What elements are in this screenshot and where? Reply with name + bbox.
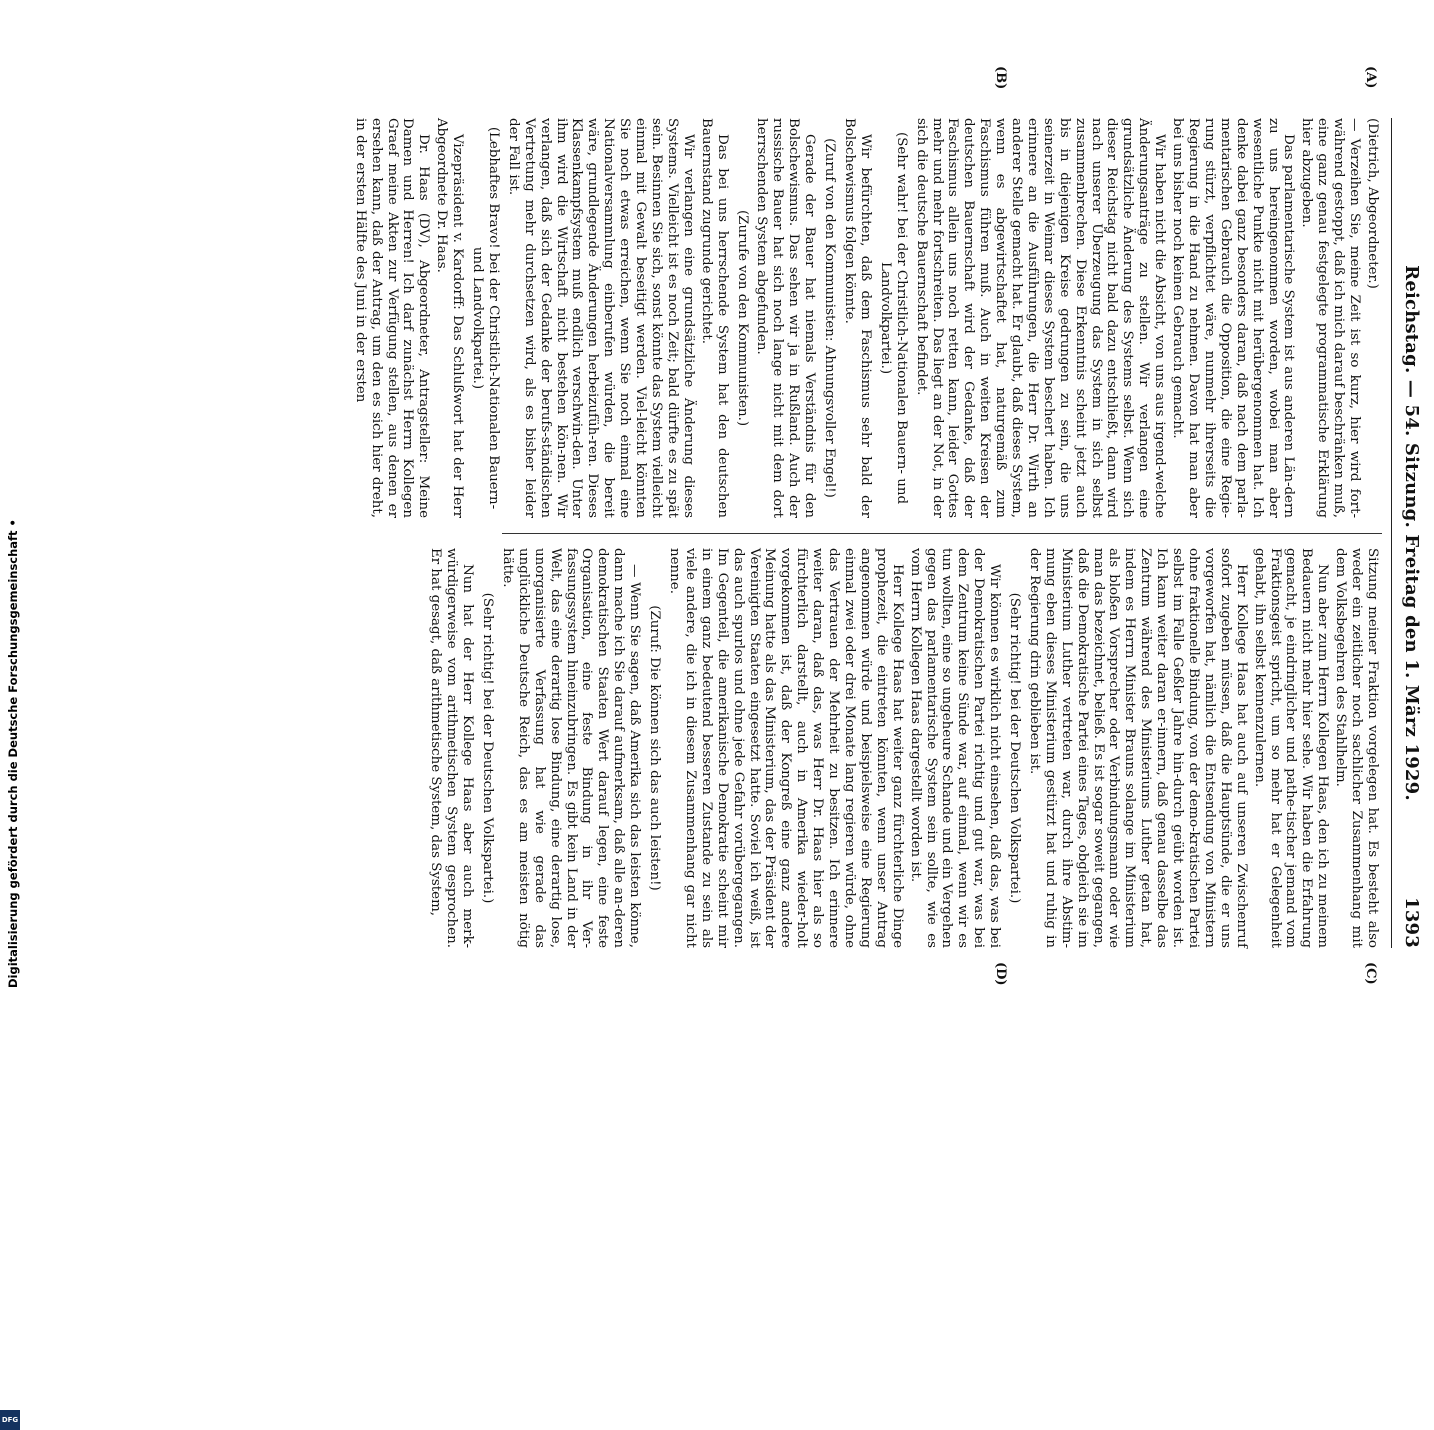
left-column-paragraph: Wir haben nicht die Absicht, von uns aus irgend-welche Änderungsanträge zu stellen. Wir verlangen eine grundsätzliche Änderung des Systems selbst. Wenn sich dieser Reichstag nicht bald dazu entschließt, dann wird nach unserer Überzeugung das System in sich selbst zusammenbrechen. Diese Erkenntnis scheint jetzt auch bis in diejenigen Kreise gedrungen zu sein, die uns seinerzeit in Weimar dieses System beschert haben. Ich erinnere an die Ausführungen, die Herr Dr. Wirth an anderer Stelle gemacht hat. Er glaubt, daß dieses System, wenn es abgewirtschaftet hat, naturgemäß zum Faschismus führen muß. Auch in weiten Kreisen der deutschen Bauernschaft wird der Gedanke, daß der Faschismus allein uns noch retten kann, leider Gottes mehr und mehr fortschreiten. Das liegt an der Not, in der sich die deutsche Bauernschaft befindet. xyxy=(913,118,1168,518)
page-number: 1393 xyxy=(1401,897,1422,948)
right-column-paragraph: Herr Kollege Haas hat auch auf unseren Zwischenruf sofort zugeben müssen, daß die Hauptsünde, die er uns vorgeworfen hat, nämlich die Entsendung von Ministern ohne fraktionelle Bindung, von der demo-kratischen Partei selbst im Falle Geßler Jahre hin-durch geübt worden ist. Ich kann weiter daran er-innern, daß genau dasselbe das Zentrum während des Ministeriums Luther getan hat, indem es Herrn Minister Brauns solange im Ministerium als bloßen Vorsprecher oder Verbindungsmann oder wie man das bezeichnet, beließ. Es ist sogar soweit gegangen, daß die Demokratische Partei eines Tages, obgleich sie im Ministerium Luther vertreten war, durch ihre Abstim-mung eben dieses Ministerium gestürzt hat und ruhig in der Regierung drin geblieben ist. xyxy=(1026,548,1249,948)
footer-note xyxy=(6,8,20,988)
margin-marker-d: (D) xyxy=(993,962,1008,986)
left-column-paragraph: Das bei uns herrschende System hat den deutschen Bauernstand zugrunde gerichtet. xyxy=(698,118,730,518)
margin-marker-a: (A) xyxy=(1363,66,1378,89)
right-column-paragraph: (Sehr richtig! bei der Deutschen Volkspartei.) xyxy=(1007,592,1023,904)
left-column-paragraph: (Zurufe von den Kommunisten.) xyxy=(734,209,750,427)
right-column-paragraph: Herr Kollege Haas hat weiter ganz fürchterliche Dinge prophezeit, die eintreten könnten, wenn unser Antrag angenommen würde und beispielsweise eine Regierung einmal zwei oder drei Monate lang regieren würde, ohne das Vertrauen der Mehrheit zu besitzen. Ich erinnere weiter daran, daß das, was Herr Dr. Haas hier als so fürchterlich darstellt, auch in Amerika wieder-holt vorgekommen ist, daß der Kongreß eine ganz andere Meinung hatte als das Ministerium, das der Präsident der Vereinigten Staaten eingesetzt hatte. Soviel ich weiß, ist das auch spurlos und ohne jede Gefahr vorübergegangen. Im Gegenteil, die amerikanische Demokratie scheint mir in einem ganz bedeutend besseren Zustande zu sein als viele andere, die ich in diesem Zusammenhang gar nicht nenne. xyxy=(667,548,905,948)
right-column xyxy=(425,548,1380,948)
dfg-logo: DFG xyxy=(0,1410,20,1430)
margin-marker-b: (B) xyxy=(993,66,1008,90)
right-column-paragraph: — Wenn Sie sagen, daß Amerika sich das leisten könne, dann mache ich Sie darauf aufmerksam, daß alle an-deren demokratischen Staaten Wert darauf legen, eine feste Organisation, eine feste Bindung in ihr Ver-fassungssystem hineinzubringen. Es gibt kein Land in der Welt, das eine derartig lose Bindung, eine derartig lose, unorganisierte Verfassung hat wie gerade das unglückliche Deutsche Reich, das es am meisten nötig hätte. xyxy=(499,548,643,948)
header-title: Reichstag. — 54. Sitzung. Freitag den 1. März 1929. xyxy=(1401,265,1422,801)
left-column-paragraph: — Verzeihen Sie, meine Zeit ist so kurz, hier wird fort-während gestoppt, daß ich mich darauf beschränken muß, eine ganz genau festgelegte programmatische Erklärung hier abzugeben. xyxy=(1299,118,1363,518)
right-column-paragraph: Sitzung meiner Fraktion vorgelegen hat. Es besteht also weder ein zeitlicher noch sachlicher Zusammenhang mit dem Volksbegehren des Stahlhelm. xyxy=(1333,548,1380,948)
left-column xyxy=(350,118,1380,518)
left-column-paragraph: (Zuruf von den Kommunisten: Ahnungsvoller Engel!) xyxy=(822,138,838,498)
right-column-paragraph: Nun aber zum Herrn Kollegen Haas, den ich zu meinem Bedauern nicht mehr hier sehe. Wir haben die Erfahrung gemacht, je eindringlicher und pathe-tischer jemand vom Fraktionsgeist spricht, um so mehr hat er Gelegenheit gehabt, ihn selbst kennenzulernen. xyxy=(1251,548,1331,948)
left-column-paragraph: Das parlamentarische System ist aus anderen Län-dern zu uns hereingenommen worden, wobei man aber wesentliche Punkte nicht mit herübergenommen hat. Ich denke dabei ganz besonders daran, daß nach dem parla-mentarischen Gebrauch die Opposition, die eine Regie-rung stürzt, verpflichtet wäre, nunmehr ihrerseits die Regierung in die Hand zu nehmen. Davon hat man aber bei uns bisher noch keinen Gebrauch gemacht. xyxy=(1170,118,1297,518)
header-rule xyxy=(1391,118,1392,948)
left-column-paragraph: Dr. Haas (DV), Abgeordneter, Antragsteller: Meine Damen und Herren! Ich darf zunächst Herrn Kollegen Graef meine Akten zur Verfügung stellen, aus denen er ersehen kann, daß der Antrag, um den es sich hier dreht, in der ersten Hälfte des Juni in der ersten xyxy=(352,118,432,518)
left-column-paragraph: Wir verlangen eine grundsätzliche Änderung dieses Systems. Vielleicht ist es noch Zeit; bald dürfte es zu spät sein. Besinnen Sie sich, sonst könnte das System vielleicht einmal mit Gewalt beseitigt werden. Viel-leicht könnten Sie noch etwas erreichen, wenn Sie noch einmal eine Nationalversammlung einberufen würden, die bereit wäre, grundlegende Änderungen herbeizufüh-ren. Dieses Klassenkampfsystem muß endlich verschwin-den. Unter ihm wird die Wirtschaft nicht bestehen kön-nen. Wir verlangen, daß sich der Gedanke der berufs-ständischen Vertretung mehr durchsetzen wird, als es bisher leider der Fall ist. xyxy=(505,118,696,518)
page-header xyxy=(1396,118,1422,948)
right-column-paragraph: Wir können es wirklich nicht einsehen, daß das, was bei der Demokratischen Partei richtig und gut war, was bei dem Zentrum keine Sünde war, auf einmal, wenn wir es tun wollten, eine so ungeheure Schande und ein Vergehen gegen das parlamentarische System sein sollte, wie es vom Herrn Kollegen Haas dargestellt worden ist. xyxy=(907,548,1003,948)
left-column-paragraph: (Dietrich, Abgeordneter.) xyxy=(1365,118,1380,289)
left-column-paragraph: Vizepräsident v. Kardorff: Das Schlußwort hat der Herr Abgeordnete Dr. Haas. xyxy=(434,118,466,518)
left-column-paragraph: (Sehr wahr! bei der Christlich-Nationalen Bauern- und Landvolkpartei.) xyxy=(877,131,909,505)
left-column-paragraph: (Lebhaftes Bravo! bei der Christlich-Nationalen Bauern- und Landvolkpartei.) xyxy=(470,126,501,510)
right-column-paragraph: Nun hat der Herr Kollege Haas aber auch merk-würdigerweise vom arithmetischen System gesprochen. Er hat gesagt, daß arithmetische System, das System, xyxy=(428,548,476,948)
column-divider xyxy=(502,533,1382,534)
left-column-paragraph: Gerade der Bauer hat niemals Verständnis für den Bolschewismus. Das sehen wir ja in Rußland. Auch der russische Bauer hat sich noch lange nicht mit dem dort herrschenden System abgefunden. xyxy=(754,118,818,518)
right-column-paragraph: (Sehr richtig! bei der Deutschen Volkspartei.) xyxy=(480,592,496,904)
footer-text: Digitalisierung gefördert durch die Deutsche Forschungsgemeinschaft • xyxy=(6,519,20,988)
margin-marker-c: (C) xyxy=(1363,962,1378,985)
left-column-paragraph: Wir befürchten, daß dem Faschismus sehr bald der Bolschewismus folgen könnte. xyxy=(842,118,873,518)
right-column-paragraph: (Zuruf: Die können sich das auch leisten!) xyxy=(647,605,663,891)
